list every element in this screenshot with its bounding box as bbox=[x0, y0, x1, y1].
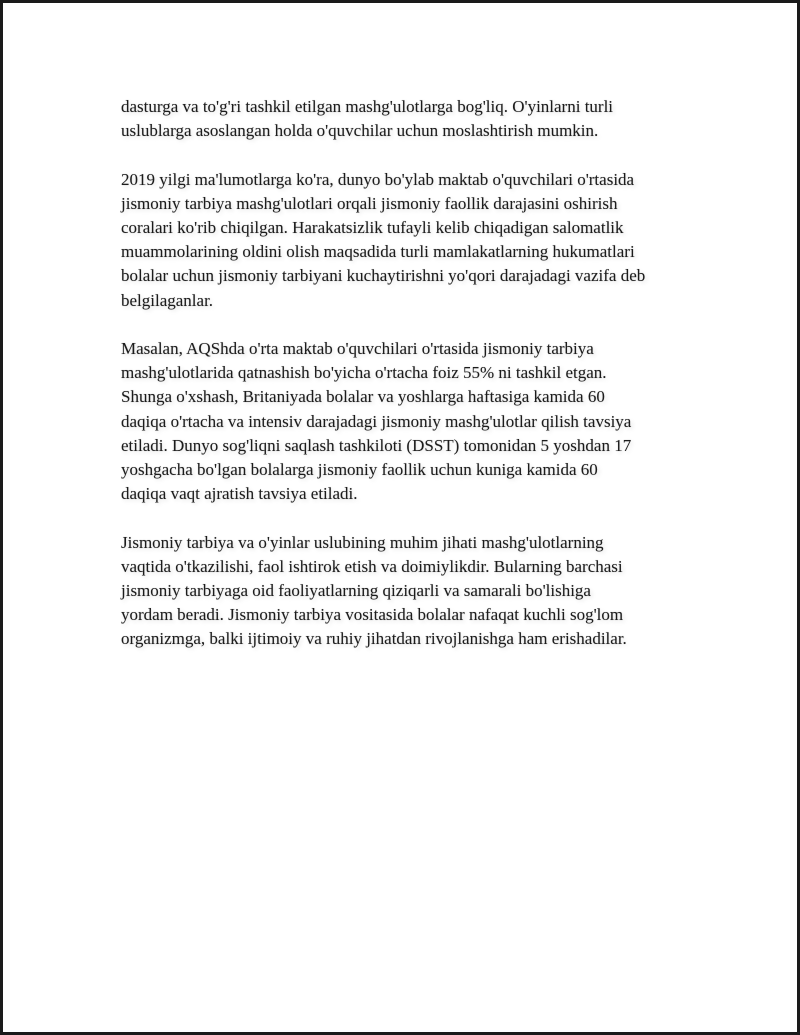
body-text bbox=[121, 95, 701, 676]
paragraph-3: Masalan, AQShda o'rta maktab o'quvchilari o'rtasida jismoniy tarbiya mashg'ulotlarida qatnashish bo'yicha o'rtacha foiz 55% ni tashkil etgan. Shunga o'xshash, Britaniyada bolalar va yoshlarga haftasiga kamida 60 daqiqa o'rtacha va intensiv darajadagi jismoniy mashg'ulotlar qilish tavsiya etiladi. Dunyo sog'liqni saqlash tashkiloti (DSST) tomonidan 5 yoshdan 17 yoshgacha bo'lgan bolalarga jismoniy faollik uchun kuniga kamida 60 daqiqa vaqt ajratish tavsiya etiladi. bbox=[121, 339, 632, 504]
paragraph-1: dasturga va to'g'ri tashkil etilgan mashg'ulotlarga bog'liq. O'yinlarni turli uslublarga asoslangan holda o'quvchilar uchun moslashtirish mumkin. bbox=[121, 97, 614, 141]
paragraph-4: Jismoniy tarbiya va o'yinlar uslubining muhim jihati mashg'ulotlarning vaqtida o'tkazilishi, faol ishtirok etish va doimiylikdir. Bularning barchasi jismoniy tarbiyaga oid faoliyatlarning qiziqarli va samarali bo'lishiga yordam beradi. Jismoniy tarbiya vositasida bolalar nafaqat kuchli sog'lom organizmga, balki ijtimoiy va ruhiy jihatdan rivojlanishga ham erishadilar. bbox=[121, 532, 627, 649]
paragraph-2: 2019 yilgi ma'lumotlarga ko'ra, dunyo bo'ylab maktab o'quvchilari o'rtasida jismoniy tarbiya mashg'ulotlari orqali jismoniy faollik darajasini oshirish coralari ko'rib chiqilgan. Harakatsizlik tufayli kelib chiqadigan salomatlik muammolarining oldini olish maqsadida turli mamlakatlarning hukumatlari bolalar uchun jismoniy tarbiyani kuchaytirishni yo'qori darajadagi vazifa deb belgilaganlar. bbox=[121, 169, 646, 310]
